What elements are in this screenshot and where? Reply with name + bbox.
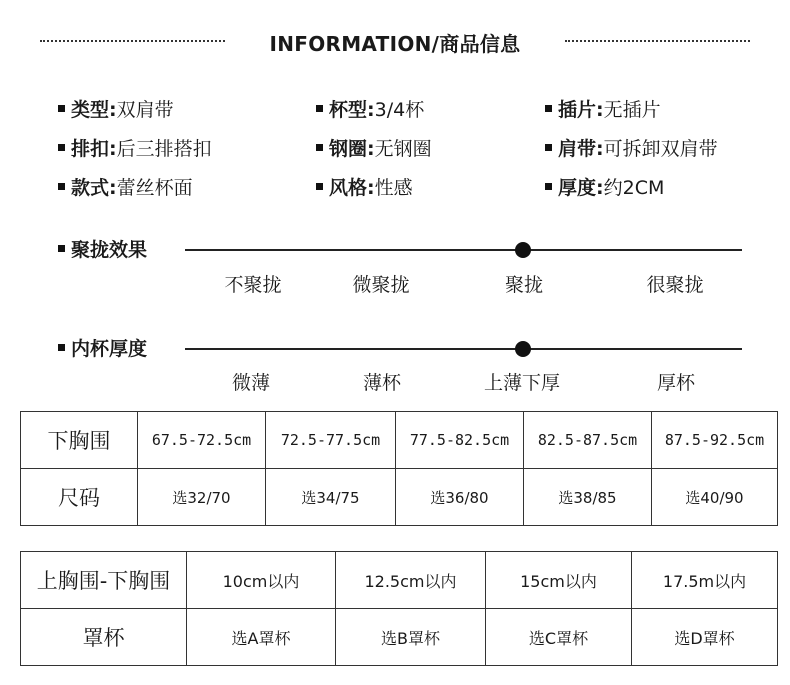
attribute-value: 双肩带 xyxy=(116,99,174,121)
bullet-icon xyxy=(316,183,323,190)
table-cell: 选A罩杯 xyxy=(187,609,336,666)
scale-label-push-up: 聚拢效果 xyxy=(58,238,147,262)
attribute-value: 3/4杯 xyxy=(374,99,425,121)
attribute-value: 无钢圈 xyxy=(374,138,432,160)
size-table xyxy=(20,411,778,526)
row-header: 罩杯 xyxy=(21,609,187,666)
attribute-key: 排扣 xyxy=(71,138,110,160)
cup-table xyxy=(20,551,778,666)
scale-marker-push-up xyxy=(515,242,531,258)
row-header: 上胸围-下胸围 xyxy=(21,552,187,609)
table-cell: 选34/75 xyxy=(266,469,396,526)
attribute-type: 类型:双肩带 xyxy=(58,98,174,122)
attribute-key: 杯型 xyxy=(329,99,368,121)
table-cell: 72.5-77.5cm xyxy=(266,412,396,469)
attribute-key: 肩带 xyxy=(558,138,597,160)
scale-option: 薄杯 xyxy=(362,372,401,394)
attribute-style: 款式:蕾丝杯面 xyxy=(58,176,193,200)
title-divider-right xyxy=(565,40,750,42)
table-cell: 选32/70 xyxy=(138,469,266,526)
table-cell: 67.5-72.5cm xyxy=(138,412,266,469)
bullet-icon xyxy=(58,105,65,112)
scale-track-cup-thickness xyxy=(185,348,742,350)
attribute-key: 风格 xyxy=(329,177,368,199)
attribute-value: 蕾丝杯面 xyxy=(116,177,193,199)
table-cell: 17.5m以内 xyxy=(632,552,778,609)
table-row xyxy=(21,552,778,609)
table-cell: 选36/80 xyxy=(396,469,524,526)
bullet-icon xyxy=(58,245,65,252)
scale-option: 很聚拢 xyxy=(646,274,704,296)
scale-marker-cup-thickness xyxy=(515,341,531,357)
table-row xyxy=(21,609,778,666)
table-cell: 82.5-87.5cm xyxy=(524,412,652,469)
table-row xyxy=(21,412,778,469)
table-cell: 选B罩杯 xyxy=(336,609,486,666)
bullet-icon xyxy=(58,344,65,351)
scale-option: 微聚拢 xyxy=(352,274,410,296)
table-cell: 选40/90 xyxy=(652,469,778,526)
table-cell: 12.5cm以内 xyxy=(336,552,486,609)
table-cell: 15cm以内 xyxy=(486,552,632,609)
table-cell: 10cm以内 xyxy=(187,552,336,609)
attribute-underwire: 钢圈:无钢圈 xyxy=(316,137,432,161)
table-cell: 87.5-92.5cm xyxy=(652,412,778,469)
attribute-value: 无插片 xyxy=(603,99,661,121)
scale-label-cup-thickness: 内杯厚度 xyxy=(58,337,147,361)
attribute-value: 后三排搭扣 xyxy=(116,138,212,160)
bullet-icon xyxy=(316,144,323,151)
bullet-icon xyxy=(545,105,552,112)
page-title: INFORMATION/商品信息 xyxy=(269,32,521,56)
scale-track-push-up xyxy=(185,249,742,251)
attribute-key: 厚度 xyxy=(558,177,597,199)
attribute-value: 约2CM xyxy=(603,177,665,199)
attribute-strap: 肩带:可拆卸双肩带 xyxy=(545,137,718,161)
attribute-key: 款式 xyxy=(71,177,110,199)
table-cell: 选D罩杯 xyxy=(632,609,778,666)
bullet-icon xyxy=(316,105,323,112)
scale-option: 微薄 xyxy=(231,372,270,394)
scale-option: 上薄下厚 xyxy=(483,372,560,394)
bullet-icon xyxy=(545,144,552,151)
scale-option: 不聚拢 xyxy=(224,274,282,296)
table-cell: 选38/85 xyxy=(524,469,652,526)
attribute-value: 可拆卸双肩带 xyxy=(603,138,718,160)
row-header: 下胸围 xyxy=(21,412,138,469)
attribute-key: 类型 xyxy=(71,99,110,121)
scale-option: 聚拢 xyxy=(504,274,543,296)
bullet-icon xyxy=(58,144,65,151)
attribute-clasp: 排扣:后三排搭扣 xyxy=(58,137,212,161)
table-cell: 77.5-82.5cm xyxy=(396,412,524,469)
attribute-fashion: 风格:性感 xyxy=(316,176,413,200)
scale-option: 厚杯 xyxy=(656,372,695,394)
row-header: 尺码 xyxy=(21,469,138,526)
attribute-thickness: 厚度:约2CM xyxy=(545,176,664,200)
bullet-icon xyxy=(58,183,65,190)
attribute-key: 插片 xyxy=(558,99,597,121)
table-cell: 选C罩杯 xyxy=(486,609,632,666)
attribute-key: 钢圈 xyxy=(329,138,368,160)
attribute-value: 性感 xyxy=(374,177,413,199)
attribute-insert: 插片:无插片 xyxy=(545,98,661,122)
attribute-cup-type: 杯型:3/4杯 xyxy=(316,98,424,122)
bullet-icon xyxy=(545,183,552,190)
table-row xyxy=(21,469,778,526)
